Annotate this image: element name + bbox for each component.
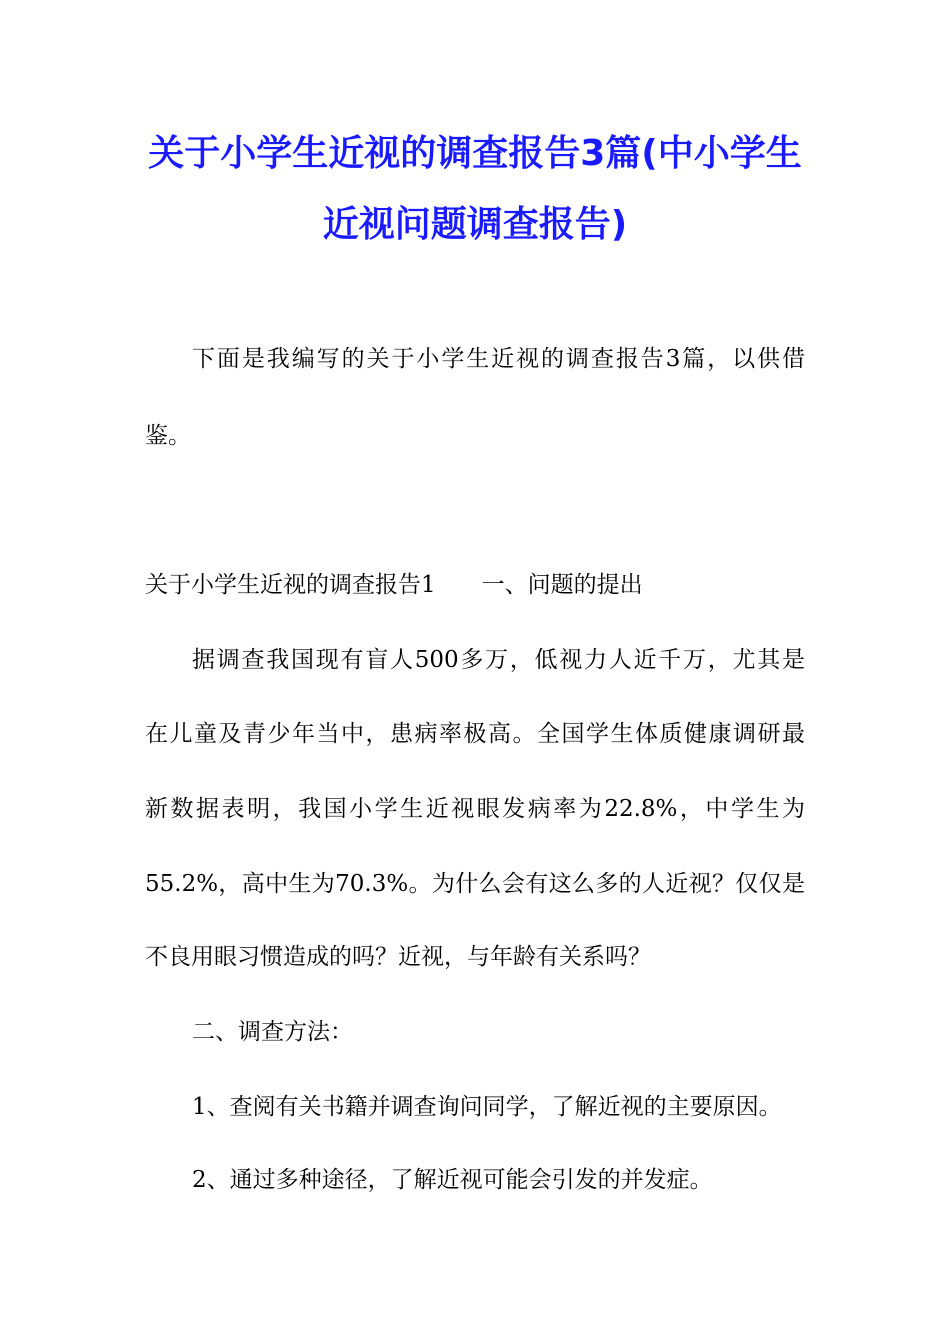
intro-line-2: 鉴。 [145,423,191,449]
paragraph-line: 55.2%，高中生为70.3%。为什么会有这么多的人近视？仅仅是 [145,871,805,897]
paragraph-line: 新数据表明，我国小学生近视眼发病率为22.8%，中学生为 [145,796,805,822]
document-title-line-1: 关于小学生近视的调查报告3篇(中小学生 [148,133,802,174]
paragraph-line: 不良用眼习惯造成的吗？近视，与年龄有关系吗？ [145,944,651,970]
intro-line-1: 下面是我编写的关于小学生近视的调查报告3篇，以供借 [192,346,805,372]
list-item: 1、查阅有关书籍并调查询问同学，了解近视的主要原因。 [192,1094,782,1120]
paragraph-line: 据调查我国现有盲人500多万，低视力人近千万，尤其是 [192,647,805,673]
paragraph-line: 在儿童及青少年当中，患病率极高。全国学生体质健康调研最 [145,721,805,747]
document-title-line-2: 近视问题调查报告) [322,204,628,245]
list-item: 2、通过多种途径，了解近视可能会引发的并发症。 [192,1167,713,1193]
section-heading: 关于小学生近视的调查报告1 一、问题的提出 [145,572,643,598]
method-heading: 二、调查方法： [192,1019,353,1045]
